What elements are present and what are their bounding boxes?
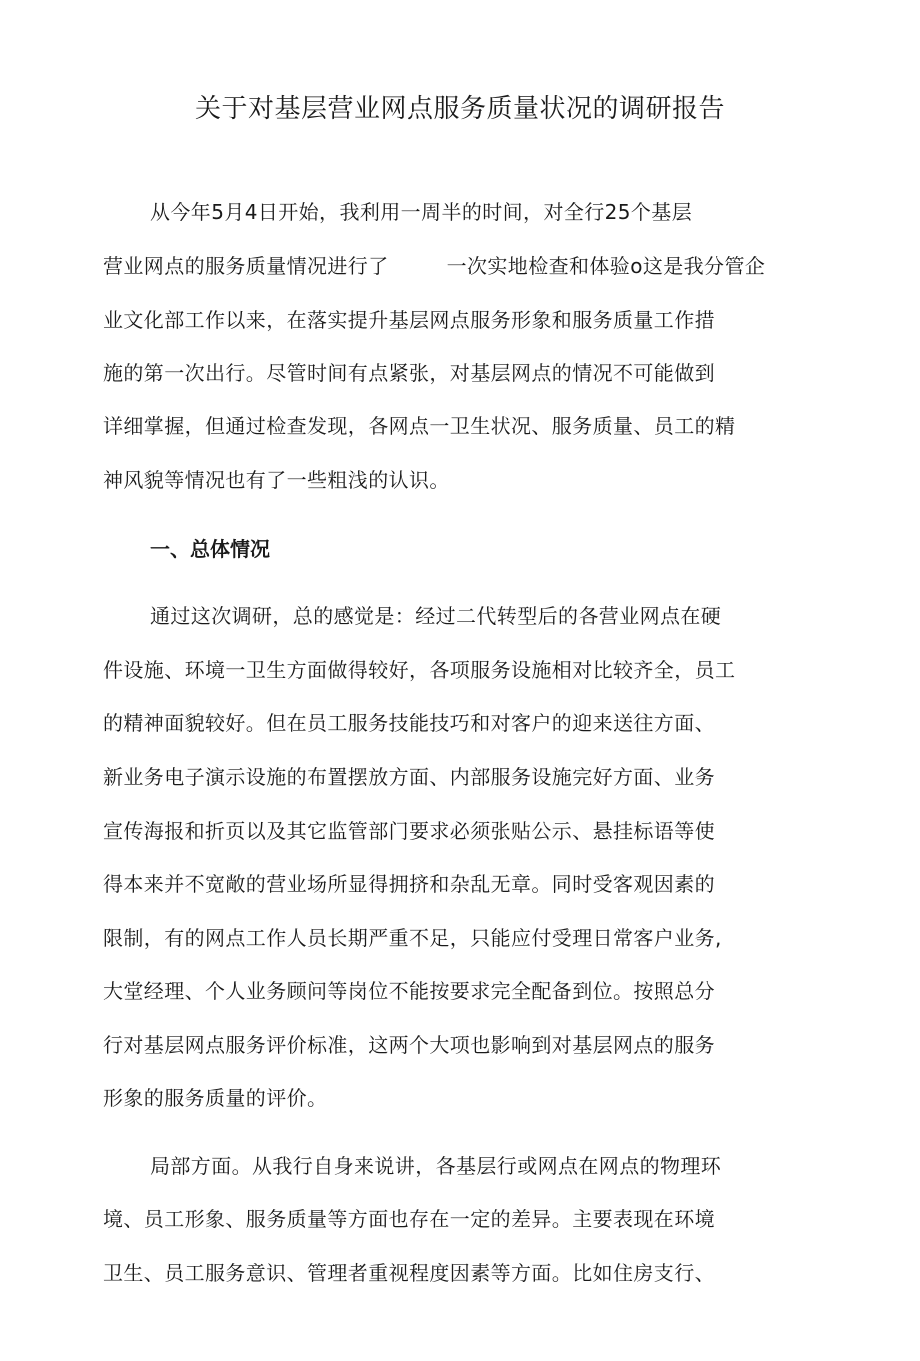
paragraph-2-line-8: 大堂经理、个人业务顾问等岗位不能按要求完全配备到位。按照总分 xyxy=(103,979,715,1003)
paragraph-2-line-10: 形象的服务质量的评价。 xyxy=(103,1086,328,1110)
paragraph-2-line-7: 限制，有的网点工作人员长期严重不足，只能应付受理日常客户业务, xyxy=(103,926,722,950)
paragraph-3-line-1: 局部方面。从我行自身来说讲，各基层行或网点在网点的物理环 xyxy=(150,1154,722,1178)
paragraph-1-line-6: 神风貌等情况也有了一些粗浅的认识。 xyxy=(103,468,450,492)
paragraph-1-line-4: 施的第一次出行。尽管时间有点紧张，对基层网点的情况不可能做到 xyxy=(103,361,715,385)
paragraph-2-line-2: 件设施、环境一卫生方面做得较好，各项服务设施相对比较齐全，员工 xyxy=(103,658,736,682)
paragraph-2-line-4: 新业务电子演示设施的布置摆放方面、内部服务设施完好方面、业务 xyxy=(103,765,715,789)
paragraph-2-line-5: 宣传海报和折页以及其它监管部门要求必须张贴公示、悬挂标语等使 xyxy=(103,819,715,843)
paragraph-3-line-2: 境、员工形象、服务质量等方面也存在一定的差异。主要表现在环境 xyxy=(103,1207,715,1231)
paragraph-1-line-2a: 营业网点的服务质量情况进行了 xyxy=(103,254,389,278)
paragraph-2-line-1: 通过这次调研，总的感觉是：经过二代转型后的各营业网点在硬 xyxy=(150,604,722,628)
document-title: 关于对基层营业网点服务质量状况的调研报告 xyxy=(194,94,725,124)
paragraph-2-line-6: 得本来并不宽敞的营业场所显得拥挤和杂乱无章。同时受客观因素的 xyxy=(103,872,715,896)
section-heading-overall: 一、总体情况 xyxy=(150,537,270,561)
paragraph-1-line-1: 从今年5月4日开始，我利用一周半的时间，对全行25个基层 xyxy=(150,200,693,224)
paragraph-1-line-2b: 一次实地检查和体验o这是我分管企 xyxy=(446,254,766,278)
paragraph-1-line-5: 详细掌握，但通过检查发现，各网点一卫生状况、服务质量、员工的精 xyxy=(103,414,736,438)
paragraph-2-line-9: 行对基层网点服务评价标准，这两个大项也影响到对基层网点的服务 xyxy=(103,1033,715,1057)
paragraph-1-line-3: 业文化部工作以来，在落实提升基层网点服务形象和服务质量工作措 xyxy=(103,308,715,332)
paragraph-1-line-2 xyxy=(103,251,765,281)
paragraph-3-line-3: 卫生、员工服务意识、管理者重视程度因素等方面。比如住房支行、 xyxy=(103,1261,715,1285)
paragraph-2-line-3: 的精神面貌较好。但在员工服务技能技巧和对客户的迎来送往方面、 xyxy=(103,711,715,735)
